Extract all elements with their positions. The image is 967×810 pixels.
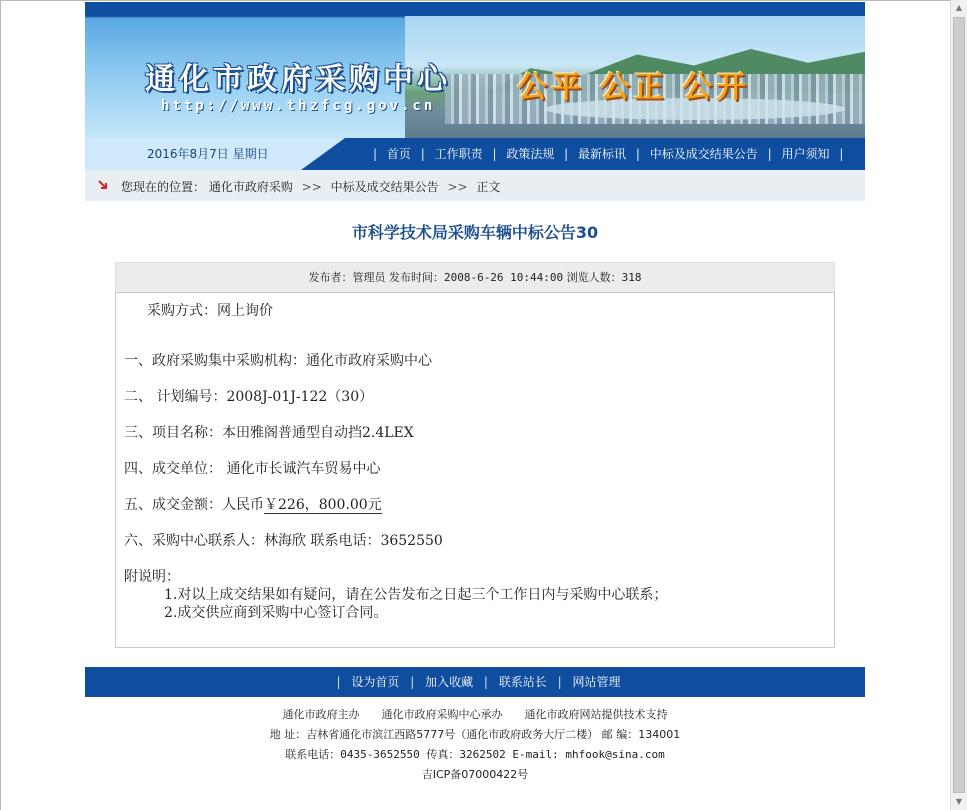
publish-time-value: 2008-6-26 10:44:00	[443, 271, 564, 284]
footer-sponsor: 通化市政府主办	[282, 708, 360, 721]
current-date: 2016年8月7日 星期日	[147, 147, 269, 161]
page-container	[85, 2, 865, 785]
site-url: http://www.thzfcg.gov.cn	[161, 98, 436, 114]
footer-info	[85, 705, 865, 785]
breadcrumb-separator: >>	[301, 180, 322, 194]
body-line-project-name: 三、项目名称：本田雅阁普通型自动挡2.4LEX	[124, 425, 414, 441]
footer-contact-label: 联系电话：	[285, 748, 341, 761]
nav-separator: |	[373, 147, 378, 161]
body-line-amount	[124, 494, 382, 514]
nav-separator: |	[767, 147, 772, 161]
article-body	[115, 292, 835, 648]
nav-item-home[interactable]: 首页	[386, 147, 411, 161]
nav-separator: |	[839, 147, 844, 161]
nav-separator: |	[564, 147, 569, 161]
red-arrow-icon	[97, 179, 109, 191]
publish-time-label: 发布时间：	[388, 271, 444, 284]
footer-link-set-home[interactable]: 设为首页	[351, 675, 400, 689]
footer-link-contact-admin[interactable]: 联系站长	[498, 675, 547, 689]
nav-item-duties[interactable]: 工作职责	[434, 147, 483, 161]
footer-separator: |	[557, 675, 562, 689]
footer-separator: |	[483, 675, 488, 689]
footer-contact	[85, 745, 865, 765]
footer-credits	[85, 705, 865, 725]
site-slogan: 公平 公正 公开	[517, 70, 750, 105]
breadcrumb-trail	[121, 178, 500, 195]
nav-item-latest-bids[interactable]: 最新标讯	[578, 147, 627, 161]
breadcrumb-link-home[interactable]: 通化市政府采购	[208, 180, 293, 194]
footer-link-bookmark[interactable]: 加入收藏	[425, 675, 474, 689]
footer-support: 通化市政府网站提供技术支持	[524, 708, 668, 721]
amount-prefix: 五、成交金额：人民币	[124, 497, 264, 513]
body-line-plan-number: 二、 计划编号：2008J-01J-122（30）	[124, 389, 374, 405]
nav-separator: |	[492, 147, 497, 161]
banner-top-bar	[85, 2, 865, 16]
site-title: 通化市政府采购中心	[145, 62, 451, 97]
main-nav	[367, 145, 849, 162]
breadcrumb-link-results[interactable]: 中标及成交结果公告	[330, 180, 439, 194]
body-line-agency: 一、政府采购集中采购机构：通化市政府采购中心	[124, 353, 432, 369]
footer-icp: 吉ICP备07000422号	[421, 768, 529, 781]
breadcrumb-current: 正文	[476, 180, 501, 194]
footer-nav	[85, 667, 865, 697]
purchase-method: 采购方式：网上询价	[147, 303, 273, 319]
article-meta	[115, 262, 835, 292]
nav-item-results[interactable]: 中标及成交结果公告	[649, 147, 758, 161]
footer-contact-value: 0435-3652550 传真：3262502 E-mail: mhfook@sina.com	[340, 748, 665, 761]
footer-organizer: 通化市政府采购中心承办	[381, 708, 503, 721]
scroll-down-icon[interactable]: ▼	[955, 797, 963, 806]
body-line-winner: 四、成交单位： 通化市长诚汽车贸易中心	[124, 461, 381, 477]
vertical-scrollbar[interactable]	[950, 0, 967, 810]
footer-link-site-admin[interactable]: 网站管理	[572, 675, 621, 689]
scrollbar-thumb[interactable]	[953, 17, 965, 793]
article-title: 市科学技术局采购车辆中标公告30	[351, 223, 599, 242]
nav-item-policy[interactable]: 政策法规	[506, 147, 555, 161]
nav-separator: |	[420, 147, 425, 161]
breadcrumb-prefix: 您现在的位置：	[121, 180, 206, 194]
views-count: 318	[621, 271, 642, 284]
footer-separator: |	[336, 675, 341, 689]
note-title: 附说明：	[124, 569, 180, 585]
breadcrumb	[85, 170, 865, 201]
scroll-up-icon[interactable]: ▲	[955, 3, 963, 12]
publisher-value: 管理员	[352, 271, 386, 284]
breadcrumb-separator: >>	[447, 180, 468, 194]
nav-item-user-guide[interactable]: 用户须知	[781, 147, 830, 161]
nav-separator: |	[635, 147, 640, 161]
window-frame-left	[0, 0, 1, 810]
note-item-2: 2.成交供应商到采购中心签订合同。	[164, 605, 388, 621]
body-line-contact: 六、采购中心联系人：林海欣 联系电话：3652550	[124, 533, 443, 549]
site-banner	[85, 2, 865, 170]
footer-address: 地 址：吉林省通化市滨江西路5777号（通化市政府政务大厅二楼） 邮 编：134001	[269, 728, 681, 741]
note-item-1: 1.对以上成交结果如有疑问，请在公告发布之日起三个工作日内与采购中心联系；	[164, 587, 668, 603]
publisher-label: 发布者：	[308, 271, 353, 284]
views-label: 浏览人数：	[566, 271, 622, 284]
amount-value: ￥226，800.00元	[264, 497, 382, 513]
footer-separator: |	[410, 675, 415, 689]
window-frame-top	[0, 0, 950, 1]
